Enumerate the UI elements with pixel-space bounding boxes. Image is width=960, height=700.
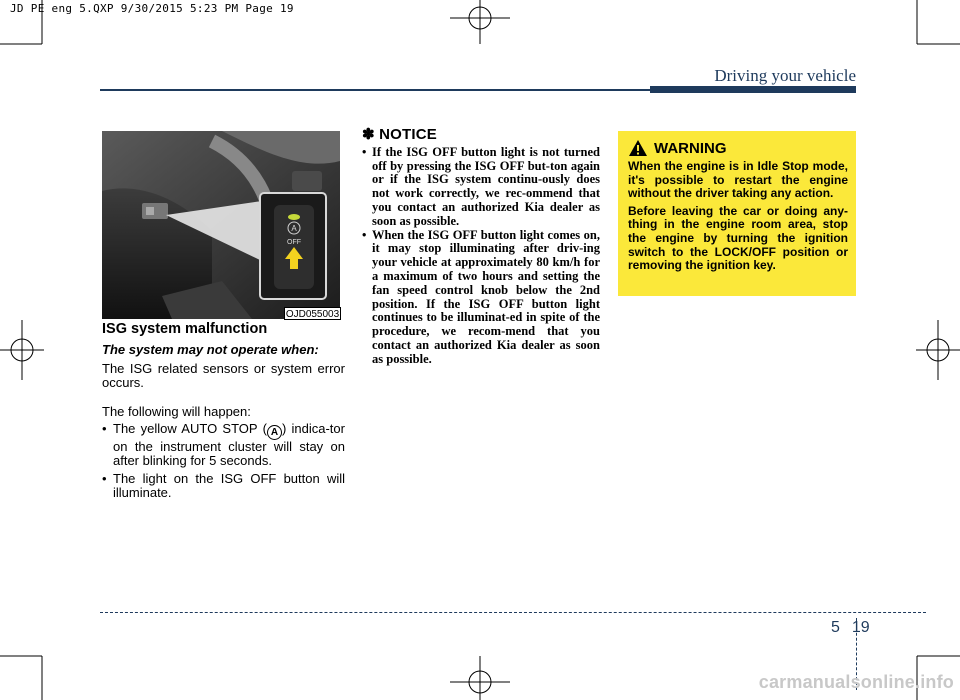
bullet: • (362, 144, 367, 159)
warning-header (628, 139, 848, 157)
bullet: • (102, 470, 107, 486)
bullet2-text: The light on the ISG OFF button will illuminate. (113, 470, 345, 501)
dashboard-photo (102, 131, 340, 319)
notice-bullet-2: When the ISG OFF button light comes on, it may stop illuminating after driv-ing your vehicle at approximately 80 km/h for a maximum of two hours and setting the fan speed control knob below the 2nd position. If the ISG OFF button light continues to be illuminat-ed in spite of the procedure, we recom-mend that you contact an authorized Kia dealer as soon as possible. (372, 227, 600, 366)
bullet1-before: The yellow AUTO STOP ( (113, 421, 267, 437)
warning-paragraph-2: Before leaving the car or doing any-thing in the engine room area, stop the engine by turning the ignition switch to the LOCK/OFF position or removing the ignition key. (628, 203, 848, 273)
list-item (102, 472, 345, 501)
notice-section (362, 128, 600, 367)
chapter-number: 5 (831, 619, 840, 636)
auto-stop-icon: A (267, 425, 282, 440)
photo-button-label: OFF (287, 239, 301, 246)
following-paragraph: The following will happen: (102, 403, 251, 419)
warning-box (618, 131, 856, 296)
footer-rule (100, 612, 926, 613)
photo-icon-label: A (291, 224, 297, 233)
malfunction-section (102, 322, 345, 504)
watermark: carmanualsonline.info (758, 672, 954, 692)
section-heading: ISG system malfunction (102, 321, 268, 337)
header-accent-bar (650, 86, 856, 93)
page-number (831, 619, 870, 637)
list-item (102, 422, 345, 469)
bullet: • (362, 227, 367, 242)
list-item (362, 146, 600, 229)
dashboard-illustration (102, 131, 340, 319)
bullet: • (102, 421, 107, 437)
print-header: JD PE eng 5.QXP 9/30/2015 5:23 PM Page 19 (10, 2, 294, 15)
section-title: Driving your vehicle (714, 66, 856, 85)
warning-paragraph-1: When the engine is in Idle Stop mode, it's possible to restart the engine without the driver taking any action. (628, 159, 848, 201)
list-item (362, 229, 600, 367)
bullet1-after: ) indica-tor on the instrument cluster will stay on after blinking for 5 seconds. (113, 421, 345, 469)
page-index: 19 (851, 619, 870, 636)
notice-bullet-1: If the ISG OFF button light is not turned off by pressing the ISG OFF but-ton again or if the ISG system continu-ously does not work correctly, we rec-ommend that you contact an authorized Kia dealer as soon as possible. (372, 144, 600, 228)
subheading: The system may not operate when: (102, 342, 319, 358)
photo-code: OJD055003 (285, 309, 340, 320)
warning-title: WARNING (654, 139, 727, 157)
notice-title: ✽ NOTICE (362, 126, 438, 143)
intro-paragraph: The ISG related sensors or system error occurs. (102, 360, 345, 391)
header-rule (100, 89, 650, 91)
warning-triangle-icon (628, 139, 648, 157)
